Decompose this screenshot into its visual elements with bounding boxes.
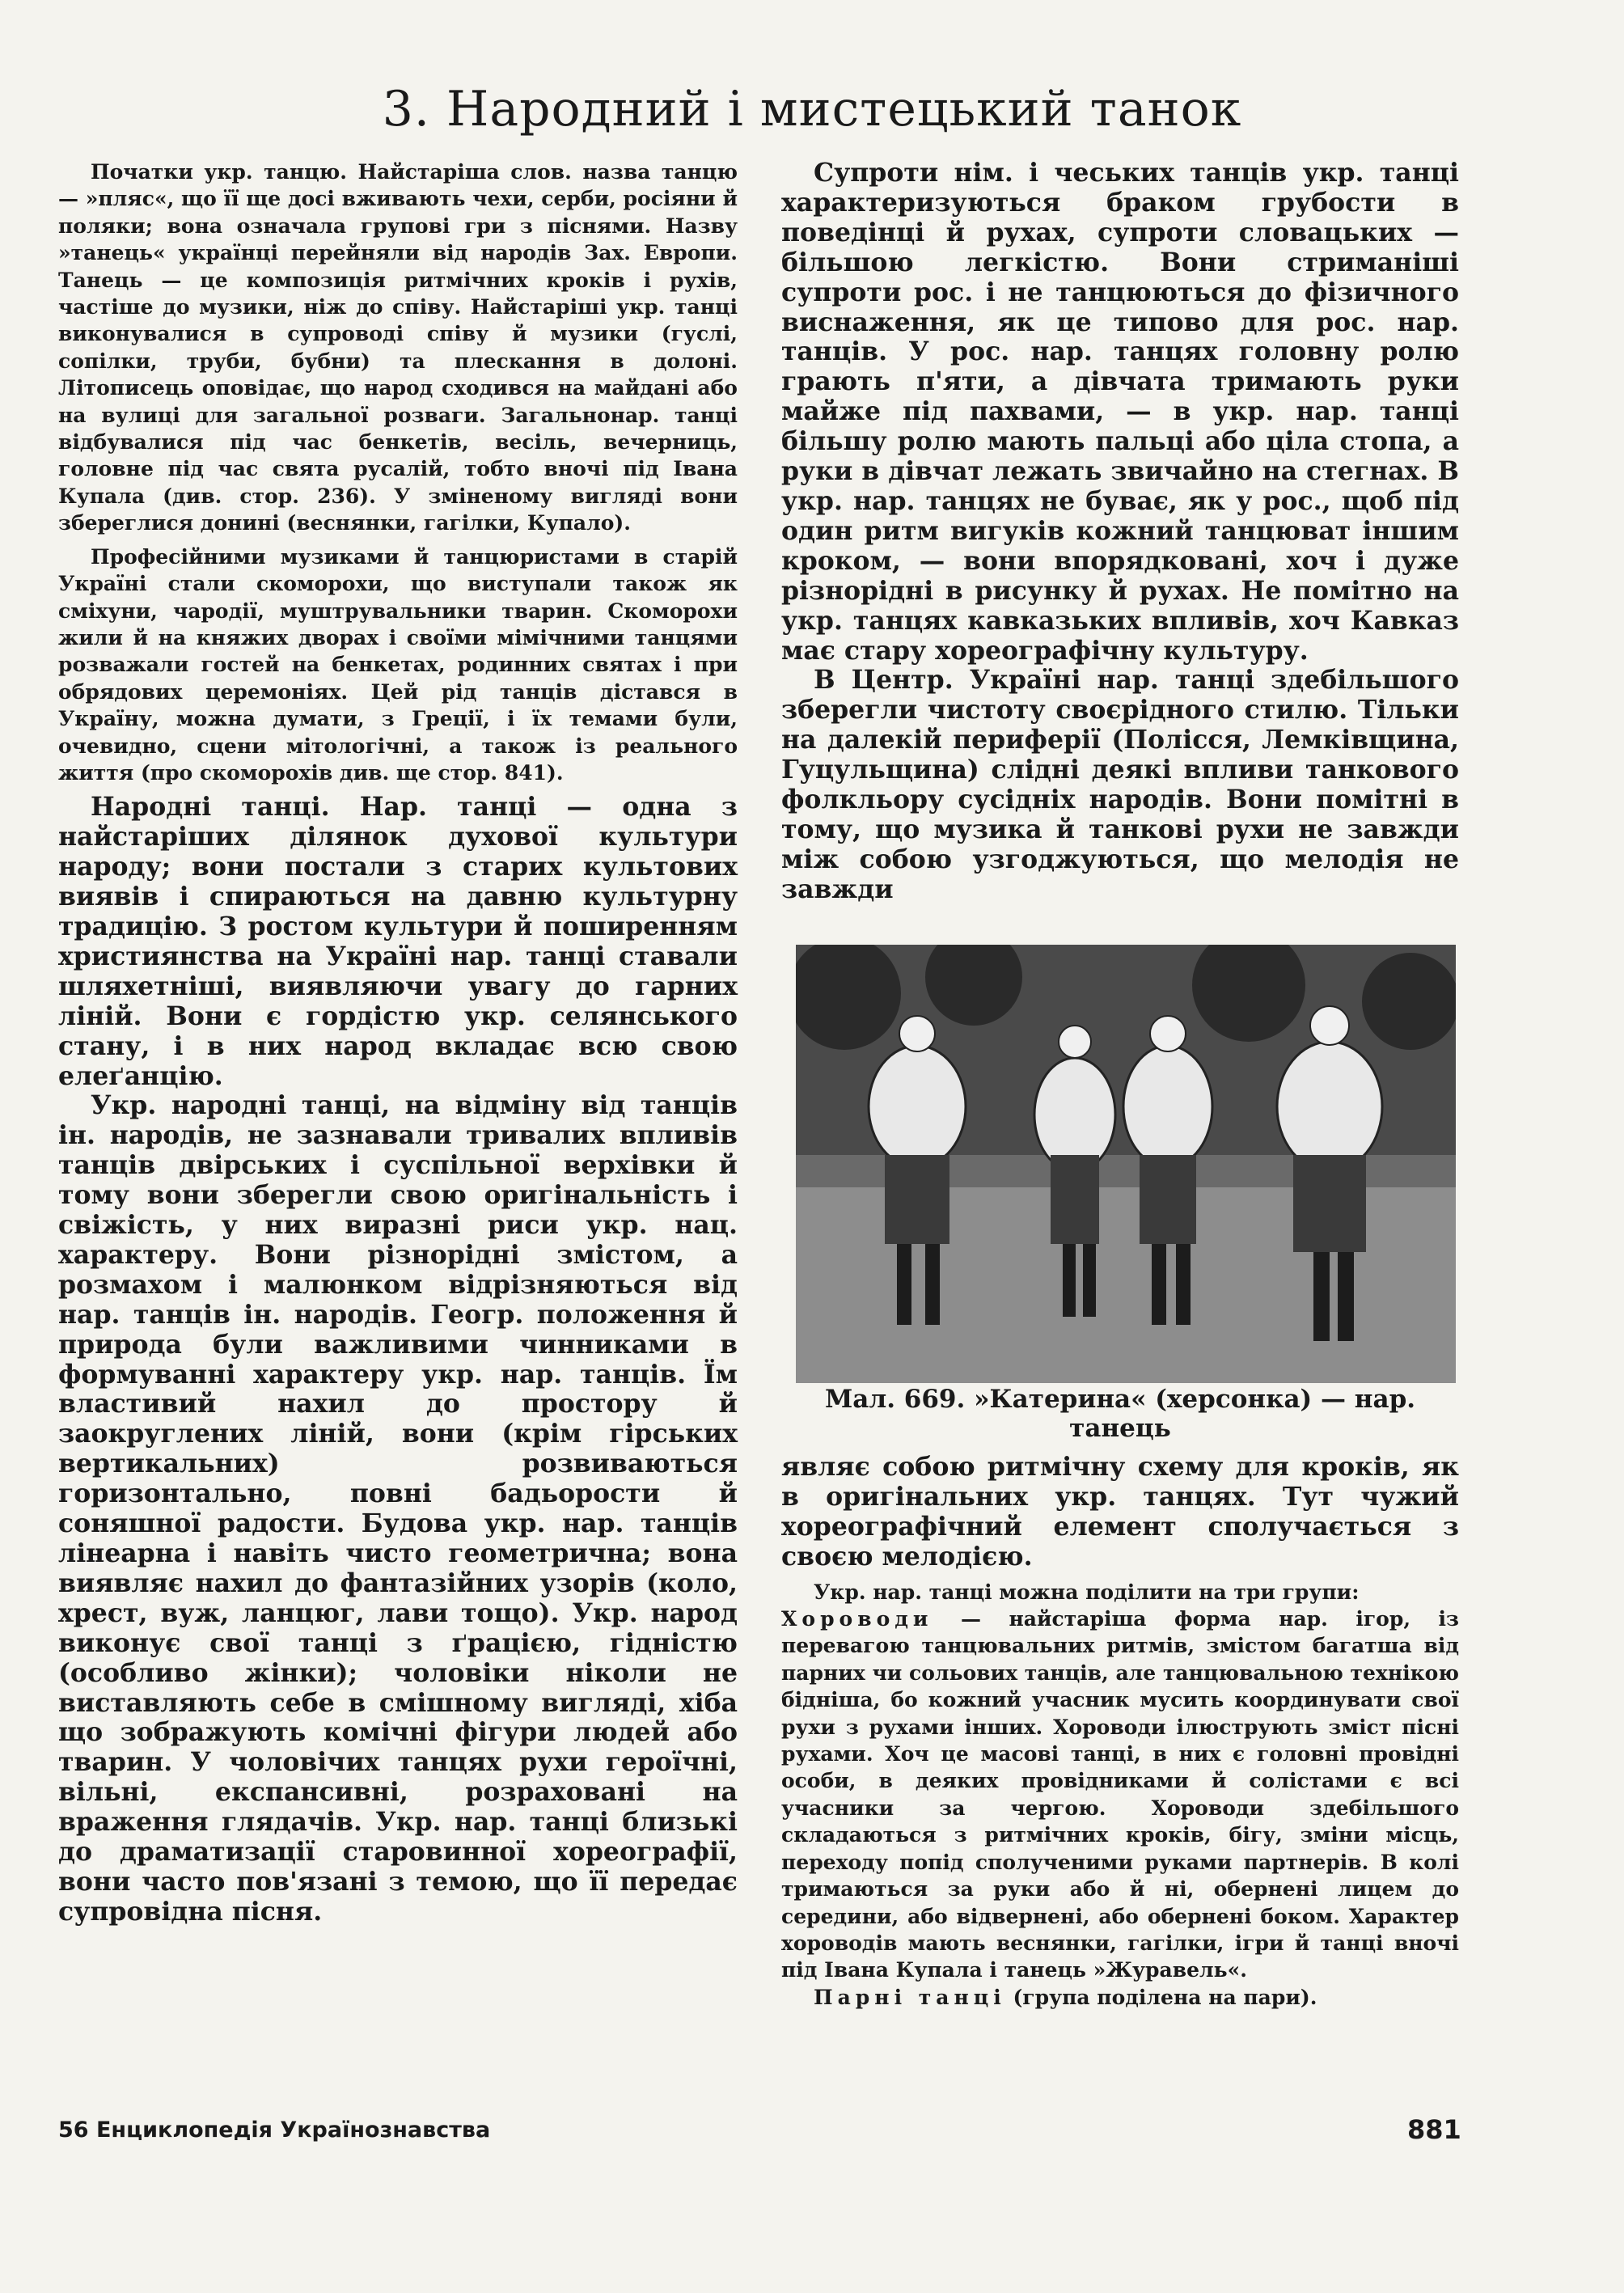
dance-photo (796, 945, 1456, 1383)
paragraph-lead: Парні танці (814, 1985, 1006, 2009)
right-column (781, 159, 1459, 905)
paragraph-text: Нар. танці — одна з найстаріших ділянок духової культури народу; вони постали з старих культових виявів і спираються на давню культурну традицію. З ростом культури й поширенням християнства на Україні нар. танці ставали шляхетніші, виявляючи увагу до гарних ліній. Вони є гордістю укр. селянського стану, і в них народ вкладає всю свою елеґанцію. (58, 792, 738, 1091)
paragraph-lead: Хороводи (781, 1607, 933, 1631)
page-number: 881 (1407, 2114, 1461, 2145)
paragraph-text: (група поділена на пари). (1005, 1985, 1317, 2009)
right-column-lower (781, 1453, 1459, 2011)
paragraph-continuation: являє собою ритмічну схему для кроків, як в оригінальних укр. танцях. Тут чужий хореографічний елемент сполучається з своєю мелодією. (781, 1452, 1459, 1572)
figure-caption: Мал. 669. »Катерина« (херсонка) — нар. танець (824, 1385, 1416, 1443)
paragraph-comparison: Супроти нім. і чеських танців укр. танці характеризуються браком грубости в поведінці й рухах, супроти словацьких — більшою легкістю. Вони стриманіші супроти рос. і не танцюються до фізичного виснаження, як це типово для рос. нар. танців. У рос. нар. танцях головну ролю грають п'яти, а дівчата тримають руки майже під пахвами, — в укр. нар. танці більшу ролю мають пальці або ціла стопа, а руки в дівчат лежать звичайно на стегнах. В укр. нар. танцях не буває, як у рос., щоб під один ритм вигуків кожний танцюват іншим кроком, — вони впорядковані, хоч і дуже різнорідні в рисунку й рухах. Не помітно на укр. танцях кавказьких впливів, хоч Кавказ має стару хореографічну культуру. (781, 158, 1459, 666)
paragraph-lead: Народні танці. (91, 792, 330, 823)
page-title: 3. Народний і мистецький танок (382, 81, 1242, 137)
paragraph-khorovody (781, 1606, 1459, 1984)
paragraph-three-groups: Укр. нар. танці можна поділити на три групи: (814, 1580, 1360, 1604)
footer-source: 56 Енциклопедія Українознавства (58, 2117, 491, 2143)
paragraph-origins (58, 159, 738, 537)
paragraph-pair-dances (781, 1984, 1459, 2011)
paragraph-folk-dances (58, 793, 738, 1091)
left-column (58, 159, 738, 1927)
paragraph-central-ukraine: В Центр. Україні нар. танці здебільшого зберегли чистоту своєрідного стилю. Тільки на далекій периферії (Полісся, Лемківщина, Гуцульщина) сліднi деякі впливи танкового фолкльору сусідніх народів. Вони помітні в тому, що музика й танкові рухи не завжди між собою узгоджуються, що мелодія не завжди (781, 665, 1459, 904)
paragraph-characteristics: Укр. народні танці, на відміну від танців ін. народів, не зазнавали тривалих впливів танців двірських і суспільної верхівки й тому вони зберегли свою оригінальність і свіжість, у них виразні риси укр. нац. характеру. Вони різнорідні змістом, а розмахом і малюнком відрізняються від нар. танців ін. народів. Геогр. положення й природа були важливими чинниками в формуванні характеру укр. нар. танців. Їм властивий нахил до простору й заокруглених ліній, вони (крім гірських вертикальних) розвиваються горизонтально, повні бадьорости й соняшної радости. Будова укр. нар. танців лінеарна і навіть чисто геометрична; вона виявляє нахил до фантазійних узорів (коло, хрест, вуж, ланцюг, лави тощо). Укр. народ виконує свої танці з ґрацією, гідністю (особливо жінки); чоловіки ніколи не виставляють себе в смішному вигляді, хіба що зображують комічні фігури людей або тварин. У чоловічих танцях рухи героїчні, вільні, експансивні, розраховані на враження глядачів. Укр. нар. танці близькі до драматизації старовинної хореографії, вони часто пов'язані з темою, що її передає супровідна пісня. (58, 1090, 738, 1927)
paragraph-text: Найстаріша слов. назва танцю — »пляс«, що її ще досі вживають чехи, серби, росіяни й поляки; вона означала групові гри з піснями. Назву »танець« українці перейняли від народів Зах. Европи. Танець — це композиція ритмічних кроків і рухів, частіше до музики, ніж до співу. Найстаріші укр. танці виконувалися в супроводі співу й музики (гуслі, сопілки, труби, бубни) та плескання в долоні. Літописець оповідає, що народ сходився на майдані або на вулиці для загальної розваги. Загальнонар. танці відбувалися під час бенкетів, весіль, вечерниць, головне під час свята русалій, тобто вночі під Івана Купала (див. стор. 236). У зміненому вигляді вони збереглися донині (веснянки, гагілки, Купало). (58, 160, 738, 535)
paragraph-lead: Початки укр. танцю. (91, 160, 347, 184)
paragraph-text: — найстаріша форма нар. ігор, із перевагою танцювальних ритмів, змістом багатша від парних чи сольових танців, але танцювальною технікою бідніша, бо кожний учасник мусить координувати свої рухи з рухами інших. Хороводи ілюструють зміст пісні рухами. Хоч це масові танці, в них є головні провідні особи, в деяких провідниками й солістами є всі учасники за чергою. Хороводи здебільшого складаються з ритмічних кроків, бігу, зміни місць, переходу попід сполученими руками партнерів. В колі тримаються за руки або й ні, обернені лицем до середини, або відвернені, або обернені боком. Характер хороводів мають веснянки, гагілки, ігри й танці вночі під Івана Купала і танець »Журавель«. (781, 1607, 1459, 1982)
paragraph-skomorokhy: Професійними музиками й танцюристами в старій Україні стали скоморохи, що виступали також як сміхуни, чародії, муштрувальники тварин. Скоморохи жили й на княжих дворах і своїми мімічними танцями розважали гостей на бенкетах, родинних святах і при обрядових церемоніях. Цей рід танців дістався в Україну, можна думати, з Греції, і їх темами були, очевидно, сцени мітологічні, а також із реального життя (про скоморохів див. ще стор. 841). (58, 544, 738, 785)
